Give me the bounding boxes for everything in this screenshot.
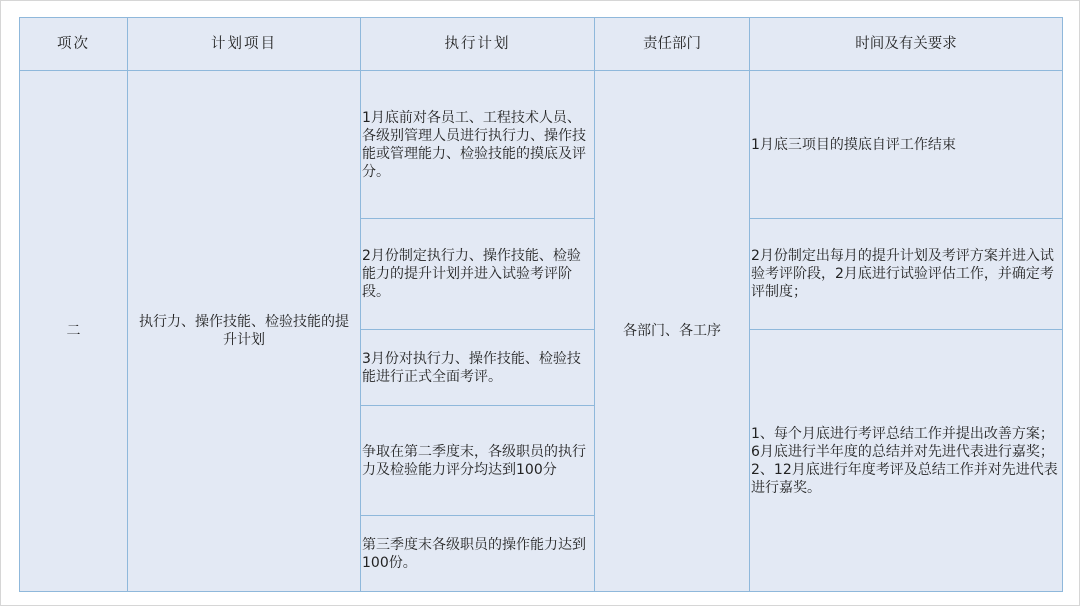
- department-cell: 各部门、各工序: [595, 71, 750, 592]
- header-project: 计划项目: [128, 18, 361, 71]
- header-requirements: 时间及有关要求: [750, 18, 1063, 71]
- header-item-no: 项次: [20, 18, 128, 71]
- table-row: [20, 71, 1063, 219]
- requirement-cell: 1、每个月底进行考评总结工作并提出改善方案；6月底进行半年度的总结并对先进代表进行嘉奖； 2、12月底进行年度考评及总结工作并对先进代表进行嘉奖。: [750, 330, 1063, 592]
- plan-cell: 1月底前对各员工、工程技术人员、各级别管理人员进行执行力、操作技能或管理能力、检验技能的摸底及评分。: [361, 71, 595, 219]
- requirement-cell: 2月份制定出每月的提升计划及考评方案并进入试验考评阶段，2月底进行试验评估工作，并确定考评制度；: [750, 219, 1063, 330]
- header-plan: 执行计划: [361, 18, 595, 71]
- plan-table: [19, 17, 1063, 592]
- requirement-cell: 1月底三项目的摸底自评工作结束: [750, 71, 1063, 219]
- plan-cell: 3月份对执行力、操作技能、检验技能进行正式全面考评。: [361, 330, 595, 406]
- item-number-cell: 二: [20, 71, 128, 592]
- project-cell: 执行力、操作技能、检验技能的提升计划: [128, 71, 361, 592]
- header-department: 责任部门: [595, 18, 750, 71]
- header-row: [20, 18, 1063, 71]
- plan-cell: 2月份制定执行力、操作技能、检验能力的提升计划并进入试验考评阶段。: [361, 219, 595, 330]
- plan-cell: 第三季度末各级职员的操作能力达到100份。: [361, 516, 595, 592]
- plan-cell: 争取在第二季度末，各级职员的执行力及检验能力评分均达到100分: [361, 406, 595, 516]
